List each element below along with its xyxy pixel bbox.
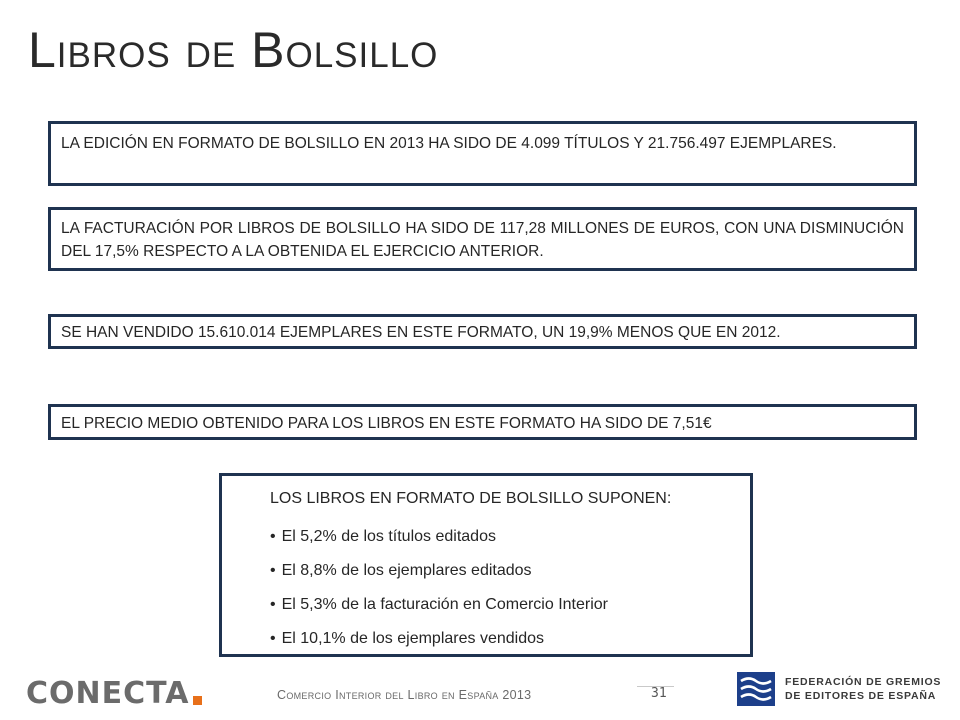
summary-item-copies-sold: • El 10,1% de los ejemplares vendidos bbox=[270, 622, 750, 656]
page-number: 31 bbox=[651, 686, 667, 701]
summary-item-titles: • El 5,2% de los títulos editados bbox=[270, 520, 750, 554]
summary-list bbox=[270, 520, 750, 656]
fgee-line-2: DE EDITORES DE ESPAÑA bbox=[785, 690, 937, 702]
billing-stat-box bbox=[48, 207, 917, 271]
sold-stat-text: SE HAN VENDIDO 15.610.014 EJEMPLARES EN ESTE FORMATO, UN 19,9% MENOS QUE EN 2012. bbox=[61, 324, 781, 341]
fgee-emblem-icon bbox=[737, 672, 775, 706]
price-stat-text: EL PRECIO MEDIO OBTENIDO PARA LOS LIBROS EN ESTE FORMATO HA SIDO DE 7,51€ bbox=[61, 415, 712, 432]
edition-stat-box bbox=[48, 121, 917, 186]
sold-stat-box bbox=[48, 314, 917, 349]
price-stat-box bbox=[48, 404, 917, 440]
share-summary-box bbox=[219, 473, 753, 657]
fgee-name bbox=[785, 675, 941, 703]
conecta-logo-text: CONECTA bbox=[26, 675, 190, 711]
fgee-line-1: FEDERACIÓN DE GREMIOS bbox=[785, 676, 942, 688]
billing-stat-text: LA FACTURACIÓN POR LIBROS DE BOLSILLO HA SIDO DE 117,28 MILLONES DE EUROS, CON UNA DISMINUCIÓN DEL 17,5% RESPECTO A LA OBTENIDA EL EJERCICIO ANTERIOR. bbox=[61, 220, 904, 260]
conecta-logo-dot-icon bbox=[193, 696, 202, 705]
report-title: Comercio Interior del Libro en España 2013 bbox=[277, 688, 532, 702]
summary-item-copies-edited: • El 8,8% de los ejemplares editados bbox=[270, 554, 750, 588]
fgee-logo bbox=[737, 672, 941, 706]
conecta-logo bbox=[26, 676, 202, 710]
page-title: Libros de Bolsillo bbox=[28, 22, 439, 78]
summary-heading: LOS LIBROS EN FORMATO DE BOLSILLO SUPONEN: bbox=[270, 490, 672, 507]
edition-stat-text: LA EDICIÓN EN FORMATO DE BOLSILLO EN 2013 HA SIDO DE 4.099 TÍTULOS Y 21.756.497 EJEMPLARES. bbox=[61, 135, 837, 152]
summary-item-billing: • El 5,3% de la facturación en Comercio Interior bbox=[270, 588, 750, 622]
